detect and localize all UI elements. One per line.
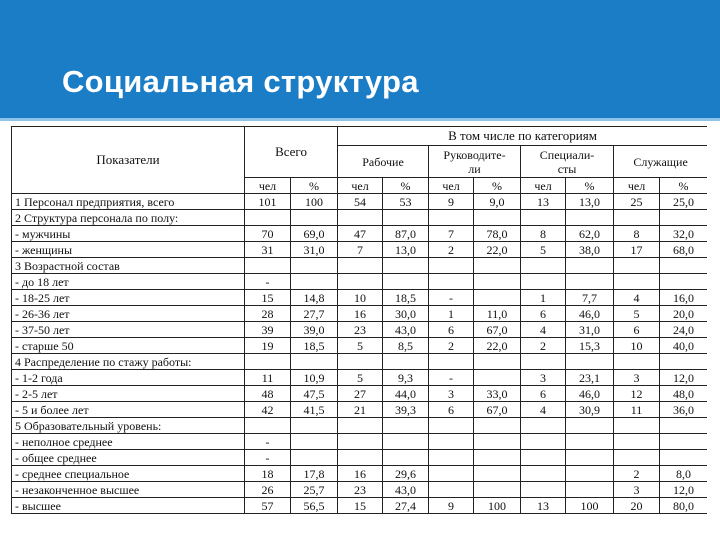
- cell-count: -: [245, 274, 291, 290]
- cell-percent: 30,0: [383, 306, 429, 322]
- cell-percent: 80,0: [660, 498, 707, 514]
- cell-percent: 100: [566, 498, 614, 514]
- cell-count: 8: [614, 226, 660, 242]
- cell-count: [338, 354, 383, 370]
- cell-percent: [566, 466, 614, 482]
- cell-count: 3: [521, 370, 566, 386]
- cell-count: 9: [429, 498, 474, 514]
- cell-percent: 11,0: [474, 306, 521, 322]
- table-row: [12, 466, 708, 482]
- cell-percent: [291, 434, 338, 450]
- cell-count: [614, 354, 660, 370]
- cell-count: 18: [245, 466, 291, 482]
- row-label: - неполное среднее: [12, 434, 245, 450]
- cell-count: 3: [429, 386, 474, 402]
- table-row: [12, 386, 708, 402]
- cell-count: -: [245, 434, 291, 450]
- cell-percent: [474, 434, 521, 450]
- cell-percent: [474, 290, 521, 306]
- cell-count: [338, 210, 383, 226]
- cell-count: [338, 450, 383, 466]
- cell-count: 47: [338, 226, 383, 242]
- cell-percent: 43,0: [383, 322, 429, 338]
- cell-count: 7: [429, 226, 474, 242]
- header-unit-count: чел: [521, 178, 566, 194]
- cell-count: [338, 418, 383, 434]
- header-unit-count: чел: [429, 178, 474, 194]
- cell-percent: [566, 450, 614, 466]
- cell-percent: 46,0: [566, 386, 614, 402]
- cell-percent: [383, 210, 429, 226]
- table-container: [11, 126, 707, 528]
- cell-percent: 62,0: [566, 226, 614, 242]
- cell-percent: 17,8: [291, 466, 338, 482]
- cell-count: 28: [245, 306, 291, 322]
- cell-percent: 27,4: [383, 498, 429, 514]
- cell-percent: 18,5: [291, 338, 338, 354]
- cell-percent: [474, 210, 521, 226]
- cell-count: 23: [338, 482, 383, 498]
- cell-count: 2: [429, 338, 474, 354]
- cell-count: 10: [338, 290, 383, 306]
- table-row: [12, 434, 708, 450]
- cell-count: 25: [614, 194, 660, 210]
- cell-count: -: [429, 370, 474, 386]
- cell-count: [614, 450, 660, 466]
- cell-count: 4: [614, 290, 660, 306]
- cell-count: [521, 274, 566, 290]
- cell-percent: 24,0: [660, 322, 707, 338]
- row-label: - среднее специальное: [12, 466, 245, 482]
- cell-percent: [383, 450, 429, 466]
- cell-percent: 40,0: [660, 338, 707, 354]
- cell-count: -: [245, 450, 291, 466]
- row-label: - 18-25 лет: [12, 290, 245, 306]
- table-row: [12, 210, 708, 226]
- cell-percent: [566, 258, 614, 274]
- table-row: [12, 338, 708, 354]
- cell-count: 5: [338, 370, 383, 386]
- cell-count: 13: [521, 194, 566, 210]
- cell-percent: 9,3: [383, 370, 429, 386]
- cell-percent: [291, 418, 338, 434]
- cell-count: 10: [614, 338, 660, 354]
- cell-count: 8: [521, 226, 566, 242]
- cell-percent: 31,0: [566, 322, 614, 338]
- cell-percent: [474, 370, 521, 386]
- cell-percent: 32,0: [660, 226, 707, 242]
- table-row: [12, 402, 708, 418]
- cell-count: [245, 354, 291, 370]
- cell-percent: [566, 434, 614, 450]
- row-label: - общее среднее: [12, 450, 245, 466]
- cell-count: [429, 354, 474, 370]
- row-label: 5 Образовательный уровень:: [12, 418, 245, 434]
- cell-count: 15: [245, 290, 291, 306]
- cell-count: 4: [521, 322, 566, 338]
- header-category-specialists: Специали- сты: [521, 146, 614, 178]
- row-label: - старше 50: [12, 338, 245, 354]
- cell-count: 23: [338, 322, 383, 338]
- cell-count: 7: [338, 242, 383, 258]
- cell-percent: 31,0: [291, 242, 338, 258]
- table-row: [12, 354, 708, 370]
- cell-percent: 38,0: [566, 242, 614, 258]
- cell-count: 21: [338, 402, 383, 418]
- cell-count: 12: [614, 386, 660, 402]
- cell-count: [429, 466, 474, 482]
- row-label: 2 Структура персонала по полу:: [12, 210, 245, 226]
- cell-percent: 15,3: [566, 338, 614, 354]
- cell-count: 6: [614, 322, 660, 338]
- cell-count: [521, 418, 566, 434]
- cell-count: 5: [338, 338, 383, 354]
- cell-percent: [660, 354, 707, 370]
- cell-count: 6: [521, 386, 566, 402]
- cell-percent: [566, 482, 614, 498]
- cell-count: [338, 434, 383, 450]
- table-row: [12, 242, 708, 258]
- cell-count: 26: [245, 482, 291, 498]
- row-label: - 2-5 лет: [12, 386, 245, 402]
- cell-count: [614, 210, 660, 226]
- cell-percent: [383, 274, 429, 290]
- row-label: 4 Распределение по стажу работы:: [12, 354, 245, 370]
- cell-count: 57: [245, 498, 291, 514]
- cell-percent: [474, 466, 521, 482]
- row-label: - 5 и более лет: [12, 402, 245, 418]
- cell-count: [429, 418, 474, 434]
- cell-percent: [474, 482, 521, 498]
- cell-count: [521, 466, 566, 482]
- cell-percent: 100: [474, 498, 521, 514]
- header-unit-count: чел: [338, 178, 383, 194]
- cell-percent: 7,7: [566, 290, 614, 306]
- table-row: [12, 498, 708, 514]
- cell-count: 16: [338, 306, 383, 322]
- cell-count: 6: [429, 322, 474, 338]
- header-unit-percent: %: [383, 178, 429, 194]
- cell-percent: 78,0: [474, 226, 521, 242]
- cell-count: 101: [245, 194, 291, 210]
- cell-count: [338, 274, 383, 290]
- cell-percent: [383, 354, 429, 370]
- header-unit-percent: %: [291, 178, 338, 194]
- cell-count: [521, 482, 566, 498]
- header-unit-percent: %: [474, 178, 521, 194]
- cell-percent: 14,8: [291, 290, 338, 306]
- cell-count: 2: [614, 466, 660, 482]
- cell-count: [521, 450, 566, 466]
- cell-percent: 29,6: [383, 466, 429, 482]
- cell-count: [429, 450, 474, 466]
- cell-percent: 33,0: [474, 386, 521, 402]
- table-row: [12, 306, 708, 322]
- cell-count: 54: [338, 194, 383, 210]
- cell-count: [429, 210, 474, 226]
- row-label: - незаконченное высшее: [12, 482, 245, 498]
- cell-percent: 48,0: [660, 386, 707, 402]
- cell-count: 48: [245, 386, 291, 402]
- cell-count: [245, 418, 291, 434]
- cell-percent: [660, 210, 707, 226]
- cell-percent: [474, 418, 521, 434]
- cell-count: [429, 274, 474, 290]
- table-row: [12, 226, 708, 242]
- cell-percent: 43,0: [383, 482, 429, 498]
- header-unit-count: чел: [614, 178, 660, 194]
- row-label: - женщины: [12, 242, 245, 258]
- cell-percent: 13,0: [383, 242, 429, 258]
- cell-percent: [566, 418, 614, 434]
- cell-count: [521, 258, 566, 274]
- cell-percent: 30,9: [566, 402, 614, 418]
- cell-percent: 41,5: [291, 402, 338, 418]
- table-row: [12, 258, 708, 274]
- cell-percent: 12,0: [660, 370, 707, 386]
- cell-percent: 13,0: [566, 194, 614, 210]
- cell-percent: [566, 210, 614, 226]
- cell-count: 1: [429, 306, 474, 322]
- cell-count: 17: [614, 242, 660, 258]
- cell-percent: [474, 354, 521, 370]
- header-including: В том числе по категориям: [338, 127, 707, 146]
- cell-percent: 39,3: [383, 402, 429, 418]
- cell-percent: 68,0: [660, 242, 707, 258]
- cell-percent: 9,0: [474, 194, 521, 210]
- cell-count: 16: [338, 466, 383, 482]
- header-category-workers: Рабочие: [338, 146, 429, 178]
- row-label: - мужчины: [12, 226, 245, 242]
- cell-percent: [291, 354, 338, 370]
- cell-count: 11: [614, 402, 660, 418]
- cell-percent: [474, 274, 521, 290]
- cell-percent: 44,0: [383, 386, 429, 402]
- cell-percent: 22,0: [474, 242, 521, 258]
- cell-percent: 69,0: [291, 226, 338, 242]
- row-label: 3 Возрастной состав: [12, 258, 245, 274]
- cell-percent: [291, 210, 338, 226]
- cell-count: 6: [521, 306, 566, 322]
- cell-percent: 27,7: [291, 306, 338, 322]
- cell-percent: [660, 274, 707, 290]
- cell-percent: 16,0: [660, 290, 707, 306]
- cell-percent: 39,0: [291, 322, 338, 338]
- cell-percent: [383, 258, 429, 274]
- row-label: 1 Персонал предприятия, всего: [12, 194, 245, 210]
- cell-percent: 8,0: [660, 466, 707, 482]
- cell-percent: [291, 258, 338, 274]
- slide-header: [0, 0, 720, 121]
- cell-count: 42: [245, 402, 291, 418]
- cell-count: [614, 258, 660, 274]
- cell-count: 5: [614, 306, 660, 322]
- cell-count: [521, 210, 566, 226]
- cell-count: 11: [245, 370, 291, 386]
- row-label: - высшее: [12, 498, 245, 514]
- cell-percent: [474, 258, 521, 274]
- cell-count: [521, 354, 566, 370]
- header-unit-percent: %: [566, 178, 614, 194]
- cell-percent: [383, 434, 429, 450]
- row-label: - 37-50 лет: [12, 322, 245, 338]
- header-category-managers: Руководите- ли: [429, 146, 521, 178]
- header-unit-count: чел: [245, 178, 291, 194]
- cell-percent: [660, 418, 707, 434]
- table-row: [12, 290, 708, 306]
- table-row: [12, 322, 708, 338]
- cell-count: 2: [429, 242, 474, 258]
- cell-count: [429, 482, 474, 498]
- cell-count: 20: [614, 498, 660, 514]
- table-row: [12, 370, 708, 386]
- row-label: - 26-36 лет: [12, 306, 245, 322]
- cell-percent: [566, 274, 614, 290]
- cell-count: [245, 210, 291, 226]
- cell-percent: 25,7: [291, 482, 338, 498]
- cell-percent: 46,0: [566, 306, 614, 322]
- cell-percent: [383, 418, 429, 434]
- cell-percent: 25,0: [660, 194, 707, 210]
- cell-percent: 20,0: [660, 306, 707, 322]
- cell-percent: [660, 258, 707, 274]
- cell-percent: [566, 354, 614, 370]
- cell-percent: 10,9: [291, 370, 338, 386]
- cell-count: 70: [245, 226, 291, 242]
- cell-percent: [474, 450, 521, 466]
- cell-count: 13: [521, 498, 566, 514]
- table-row: [12, 274, 708, 290]
- cell-percent: 56,5: [291, 498, 338, 514]
- cell-count: [614, 418, 660, 434]
- cell-percent: 12,0: [660, 482, 707, 498]
- table-row: [12, 482, 708, 498]
- cell-percent: 18,5: [383, 290, 429, 306]
- header-unit-percent: %: [660, 178, 707, 194]
- cell-percent: [660, 434, 707, 450]
- cell-percent: 100: [291, 194, 338, 210]
- cell-percent: 8,5: [383, 338, 429, 354]
- cell-percent: 53: [383, 194, 429, 210]
- cell-count: 2: [521, 338, 566, 354]
- table-row: [12, 418, 708, 434]
- cell-count: 9: [429, 194, 474, 210]
- cell-count: 27: [338, 386, 383, 402]
- social-structure-table: [11, 126, 707, 514]
- cell-count: 31: [245, 242, 291, 258]
- cell-percent: 23,1: [566, 370, 614, 386]
- cell-count: [338, 258, 383, 274]
- header-total: Всего: [245, 127, 338, 178]
- cell-count: 6: [429, 402, 474, 418]
- slide-title: Социальная структура: [62, 64, 419, 99]
- cell-percent: [291, 450, 338, 466]
- table-body: [12, 194, 708, 514]
- cell-count: 4: [521, 402, 566, 418]
- cell-percent: [291, 274, 338, 290]
- header-indicators: Показатели: [12, 127, 245, 194]
- cell-percent: 67,0: [474, 402, 521, 418]
- cell-count: 39: [245, 322, 291, 338]
- header-category-employees: Служащие: [614, 146, 707, 178]
- cell-count: 3: [614, 482, 660, 498]
- cell-count: [614, 434, 660, 450]
- cell-percent: 36,0: [660, 402, 707, 418]
- cell-percent: 22,0: [474, 338, 521, 354]
- cell-count: [245, 258, 291, 274]
- cell-percent: 47,5: [291, 386, 338, 402]
- cell-count: 19: [245, 338, 291, 354]
- cell-count: [614, 274, 660, 290]
- cell-count: 3: [614, 370, 660, 386]
- cell-count: 5: [521, 242, 566, 258]
- cell-count: 15: [338, 498, 383, 514]
- cell-percent: [660, 450, 707, 466]
- table-row: [12, 450, 708, 466]
- cell-count: [429, 258, 474, 274]
- cell-percent: 67,0: [474, 322, 521, 338]
- row-label: - до 18 лет: [12, 274, 245, 290]
- row-label: - 1-2 года: [12, 370, 245, 386]
- table-row: [12, 194, 708, 210]
- cell-count: -: [429, 290, 474, 306]
- cell-count: 1: [521, 290, 566, 306]
- cell-count: [521, 434, 566, 450]
- cell-percent: 87,0: [383, 226, 429, 242]
- cell-count: [429, 434, 474, 450]
